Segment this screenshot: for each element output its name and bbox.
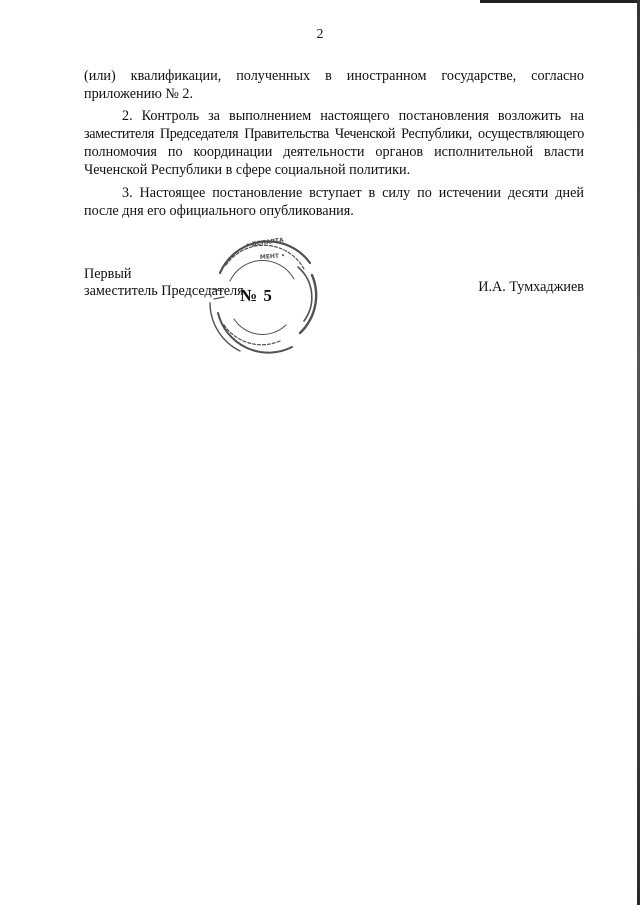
paragraph-2-line-2: заместителя Председателя Правительства Чеченской Республики, осуществляющего <box>84 126 584 142</box>
stamp-number: № 5 <box>240 286 273 305</box>
signatory-name: И.А. Тумхаджиев <box>478 279 584 295</box>
svg-text:МЕНТ •: МЕНТ • <box>259 252 286 261</box>
svg-text:• ДЕПАРТА: • ДЕПАРТА <box>245 236 285 249</box>
paragraph-1 <box>84 67 584 103</box>
paragraph-1-line-1: (или) квалификации, полученных в иностранном государстве, согласно <box>84 68 584 84</box>
paragraph-2-line-1: 2. Контроль за выполнением настоящего постановления возложить на <box>122 108 584 124</box>
paragraph-3-line-2: после дня его официального опубликования. <box>84 203 354 219</box>
paragraph-3-line-1: 3. Настоящее постановление вступает в силу по истечении десяти дней <box>122 185 584 201</box>
paragraph-1-line-2: приложению № 2. <box>84 86 194 102</box>
paragraph-2-line-3: полномочия по координации деятельности органов исполнительной власти <box>84 144 584 160</box>
signatory-title-line-2: заместитель Председателя <box>84 283 244 299</box>
paragraph-3 <box>84 184 584 220</box>
paragraph-2-line-4: Чеченской Республики в сфере социальной политики. <box>84 162 411 178</box>
page-number: 2 <box>316 27 324 42</box>
scan-edge-top <box>480 0 640 3</box>
paragraph-2 <box>84 107 584 179</box>
signatory-title-line-1: Первый <box>84 266 132 282</box>
